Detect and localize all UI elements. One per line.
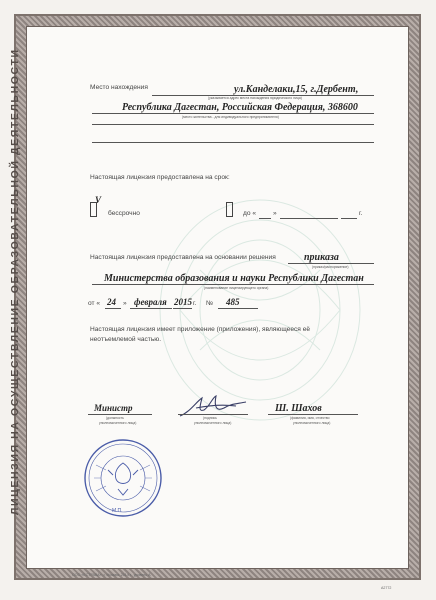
year-line [173, 308, 192, 309]
location-label: Место нахождения [90, 84, 148, 91]
signer-position: Министр [94, 403, 133, 413]
checkmark: V [95, 195, 102, 205]
until-mid: » [273, 210, 277, 217]
until-day-line [259, 218, 271, 219]
checkbox-until [226, 202, 233, 217]
until-month-line [280, 218, 338, 219]
basis-text: Настоящая лицензия предоставлена на основании решения [90, 254, 276, 261]
month-line [130, 308, 172, 309]
appendix-line-1: Настоящая лицензия имеет приложение (приложения), являющееся её [90, 326, 311, 333]
side-title: ЛИЦЕНЗИЯ НА ОСУЩЕСТВЛЕНИЕ ОБРАЗОВАТЕЛЬНОЙ ДЕЯТЕЛЬНОСТИ [9, 48, 21, 515]
decision-year: 2015 [174, 297, 192, 307]
official-seal [82, 437, 164, 519]
blank-line-1 [92, 124, 374, 125]
position-caption-1: (должность [106, 416, 124, 420]
decision-day: 24 [107, 297, 116, 307]
decision-month: февраля [134, 297, 167, 307]
name-caption-2: уполномоченного лица) [293, 421, 331, 425]
position-line [88, 414, 152, 415]
location-caption-2: (место жительства - для индивидуального предпринимателя) [182, 115, 279, 119]
signature-line [178, 414, 248, 415]
decision-number: 485 [226, 297, 240, 307]
authority-name: Министерства образования и науки Республики Дагестан [104, 273, 364, 284]
decision-type-caption: (приказ/распоряжение) [312, 265, 349, 269]
until-year-suffix: г. [359, 210, 363, 217]
seal-label: М.П. [112, 508, 123, 514]
location-caption-1: (указывается адрес места нахождения юридического лица) [208, 96, 302, 100]
number-label: № [206, 300, 214, 307]
indefinite-label: бессрочно [108, 210, 140, 217]
from-label: от « [88, 300, 101, 307]
authority-line [92, 284, 374, 285]
sign-caption-2: уполномоченного лица) [194, 421, 232, 425]
until-label: до « [243, 210, 257, 217]
location-line-2: Республика Дагестан, Российская Федерация, 368600 [122, 102, 358, 113]
appendix-line-2: неотъемлемой частью. [90, 336, 162, 343]
location-line-1: ул.Канделаки,15, г.Дербент, [234, 84, 359, 95]
signer-name: Ш. Шахов [275, 403, 322, 414]
name-line [268, 414, 358, 415]
printer-info: ООО «ЕСТРАВА», г. Москва, 2014 г., уровень А [72, 573, 151, 577]
until-year-line [341, 218, 357, 219]
blank-line-2 [92, 142, 374, 143]
authority-caption: (наименование лицензирующего органа) [204, 286, 269, 290]
position-caption-2: уполномоченного лица) [99, 421, 137, 425]
year-suffix: г. [193, 300, 197, 307]
day-line [105, 308, 121, 309]
decision-type-line [288, 263, 374, 264]
term-text: Настоящая лицензия предоставлена на срок: [90, 174, 230, 181]
name-caption-1: (фамилия, имя, отчество [290, 416, 330, 420]
form-code: А2772 [381, 586, 392, 590]
day-quote-close: » [123, 300, 127, 307]
location-underline-2 [92, 113, 374, 114]
decision-type: приказа [304, 252, 339, 263]
number-line [218, 308, 258, 309]
sign-caption-1: (подпись [203, 416, 217, 420]
